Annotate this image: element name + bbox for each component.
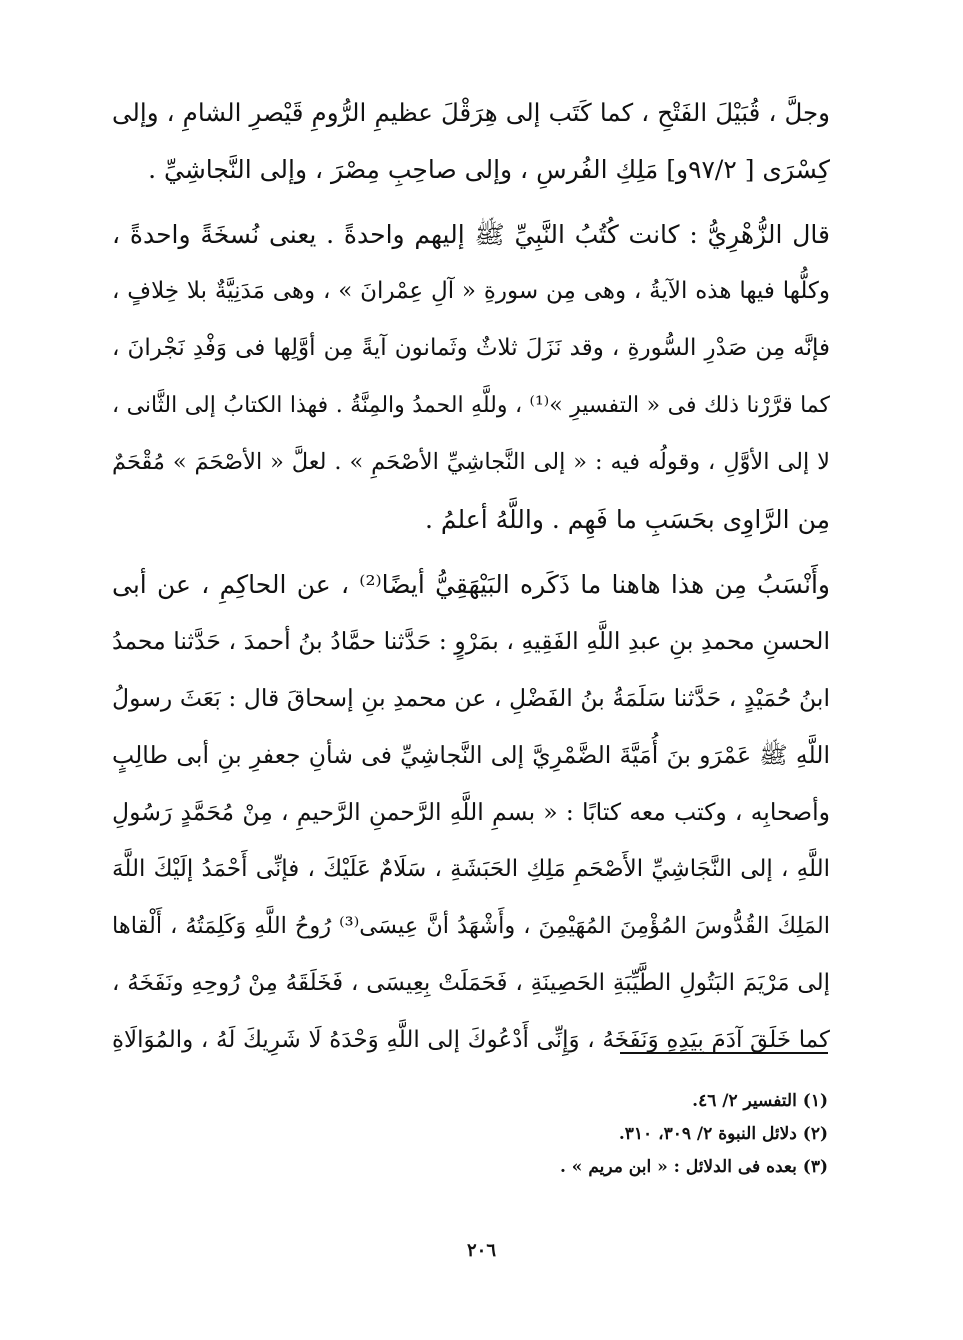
page-number: ٢٠٦	[466, 1240, 496, 1261]
text-line: كما قرَّرْنا ذلك فى « التفسيرِ »⁽¹⁾ ، وللَّهِ الحمدُ والمِنَّةُ . فهذا الكتابُ إلى الثَّانى ،	[112, 393, 830, 418]
footnote-3: (٣) بعده فى الدلائل : « ابن مريم » .	[559, 1157, 828, 1177]
paragraph-3	[112, 556, 830, 1069]
text-line: ابنُ حُمَيْدٍ ، حَدَّثنا سَلَمَةُ بنُ الفَضْلِ ، عن محمدِ بنِ إسحاقَ قال : بَعَثَ رسولُ	[112, 684, 830, 712]
footnote-1: (١) التفسير ٢/ ٤٦.	[692, 1091, 828, 1111]
text-line: مِن الرَّاوِى بحَسَبِ ما فَهِم . واللَّهُ أعلمُ .	[425, 505, 830, 534]
footnotes	[112, 1085, 828, 1184]
text-line: وأصحابِه ، وكتب معه كتابًا : « بسمِ اللَّهِ الرَّحمنِ الرَّحيمِ ، مِنْ مُحَمَّدٍ رَسُولِ	[112, 798, 830, 826]
text-line: فإنَّه مِن صَدْرِ السُّورةِ ، وقد نَزَلَ ثلاثٌ وثَمانون آيةً مِن أوَّلِها فى وَفْدِ نَجْرانَ ،	[112, 335, 830, 361]
paragraph-2	[112, 206, 830, 548]
body-text	[112, 84, 830, 1069]
paragraph-1	[112, 84, 830, 198]
text-line: المَلِكَ القُدُّوسَ المُؤْمِنَ المُهَيْمِنَ ، وأَشْهَدُ أنَّ عِيسَى⁽³⁾ رُوحُ اللَّهِ وَكَلِمَتُهُ ، أَلْقاها	[112, 913, 830, 939]
text-line: وجلَّ ، قُبَيْلَ الفَتْحِ ، كما كَتَب إلى هِرَقْلَ عظيمِ الرُّومِ قَيْصرِ الشامِ ، وإلى	[112, 98, 830, 127]
text-line: وأَنْسَبُ مِن هذا هاهنا ما ذَكَره البَيْهَقِيُّ أيضًا⁽²⁾ ، عن الحاكِمِ ، عن أبى	[112, 570, 830, 599]
text-line: وكلُّها فيها هذه الآيةُ ، وهى مِن سورةِ « آلِ عِمْرانَ » ، وهى مَدَنِيَّةٌ بلا خِلافٍ ،	[112, 278, 830, 304]
text-line: إلى مَرْيَمَ البَتُولِ الطَّيِّبَةِ الحَصِينَةِ ، فَحَمَلَتْ بِعِيسَى ، فَخَلَقَهُ مِنْ رُوحِهِ ونَفَخَهُ ،	[112, 970, 830, 996]
text-line: كما خَلَقَ آدَمَ بِيَدِهِ وَنَفَخَهُ ، وَإِنِّى أَدْعُوكَ إلى اللَّهِ وَحْدَهُ لَا شَرِيكَ لَهُ ، والمُوَالَاةِ	[112, 1027, 830, 1053]
text-line: الحسنِ محمدِ بنِ عبدِ اللَّهِ الفَقِيهِ ، بمَرْوٍ : حَدَّثنا حمَّادُ بنُ أحمدَ ، حَدَّثنا محمدُ	[112, 627, 830, 655]
footnote-separator	[620, 1052, 828, 1054]
text-line: كِسْرَى [ ٩٧/٢و] مَلِكِ الفُرسِ ، وإلى صاحِبِ مِصْرَ ، وإلى النَّجاشِيِّ .	[148, 155, 830, 184]
text-line: اللَّهِ ، إلى النَّجَاشِيِّ الأَصْحَمِ مَلِكِ الحَبَشَةِ ، سَلَامٌ عَلَيْكَ ، فإنِّى أَحْمَدُ إلَيْكَ اللَّهَ	[112, 856, 830, 882]
text-line: قال الزُّهْرِيُّ : كانت كُتُبُ النَّبِيِّ ﷺ إليهم واحدةً . يعنى نُسخَةً واحدةً ،	[112, 220, 830, 249]
text-line: لا إلى الأوَّلِ ، وقولُه فيه : « إلى النَّجاشِيِّ الأصْحَمِ » . لعلَّ « الأصْحَمَ » مُقْحَمٌ	[112, 449, 830, 475]
text-line: اللَّهِ ﷺ عَمْرَو بنَ أُمَيَّةَ الضَّمْرِيَّ إلى النَّجاشِيِّ فى شأنِ جعفرِ بنِ أبى طالِبٍ	[112, 741, 830, 769]
footnote-2: (٢) دلائل النبوة ٢/ ٣٠٩، ٣١٠.	[618, 1124, 828, 1144]
